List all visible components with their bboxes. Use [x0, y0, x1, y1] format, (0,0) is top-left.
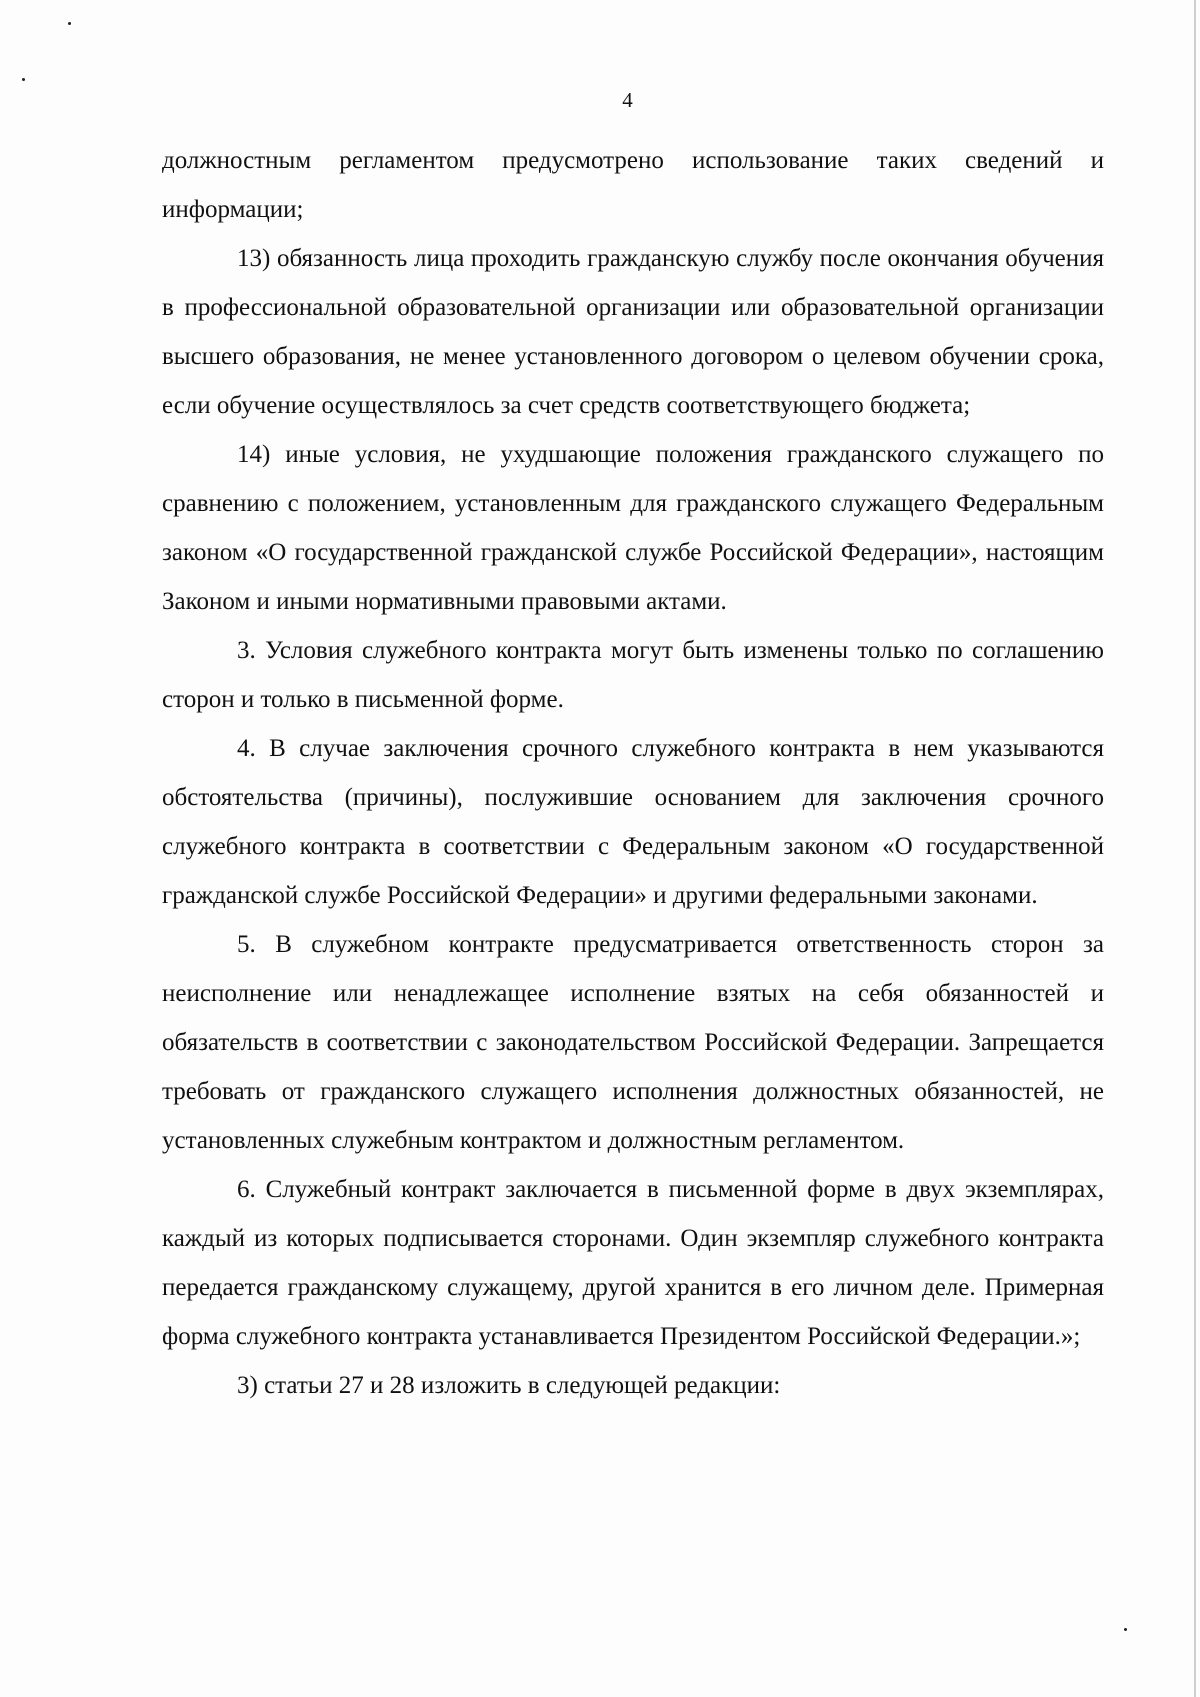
paragraph-item-14: 14) иные условия, не ухудшающие положения гражданского служащего по сравнению с положением, установленным для гражданского служащего Федеральным законом «О государственной гражданской службе Российской Федерации», настоящим Законом и иными нормативными правовыми актами. [162, 441, 1104, 615]
paragraph-part-5: 5. В служебном контракте предусматривается ответственность сторон за неисполнение или ненадлежащее исполнение взятых на себя обязанностей и обязательств в соответствии с законодательством Российской Федерации. Запрещается требовать от гражданского служащего исполнения должностных обязанностей, не установленных служебным контрактом и должностным регламентом. [162, 931, 1104, 1154]
paragraph-item-3: 3) статьи 27 и 28 изложить в следующей редакции: [237, 1372, 781, 1399]
document-body [162, 136, 1104, 1410]
paragraph-part-3: 3. Условия служебного контракта могут быть изменены только по соглашению сторон и только в письменной форме. [162, 637, 1104, 713]
scan-speck [68, 22, 71, 25]
scan-edge-line [1194, 0, 1196, 1697]
scan-speck [22, 78, 25, 81]
paragraph-part-6: 6. Служебный контракт заключается в письменной форме в двух экземплярах, каждый из которых подписывается сторонами. Один экземпляр служебного контракта передается гражданскому служащему, другой хранится в его личном деле. Примерная форма служебного контракта устанавливается Президентом Российской Федерации.»; [162, 1176, 1104, 1350]
paragraph-continuation: должностным регламентом предусмотрено использование таких сведений и информации; [162, 147, 1104, 223]
scan-speck [1124, 1628, 1127, 1631]
page-number: 4 [622, 88, 633, 112]
paragraph-item-13: 13) обязанность лица проходить гражданскую службу после окончания обучения в профессиональной образовательной организации или образовательной организации высшего образования, не менее установленного договором о целевом обучении срока, если обучение осуществлялось за счет средств соответствующего бюджета; [162, 245, 1104, 419]
paragraph-part-4: 4. В случае заключения срочного служебного контракта в нем указываются обстоятельства (причины), послужившие основанием для заключения срочного служебного контракта в соответствии с Федеральным законом «О государственной гражданской службе Российской Федерации» и другими федеральными законами. [162, 735, 1104, 909]
